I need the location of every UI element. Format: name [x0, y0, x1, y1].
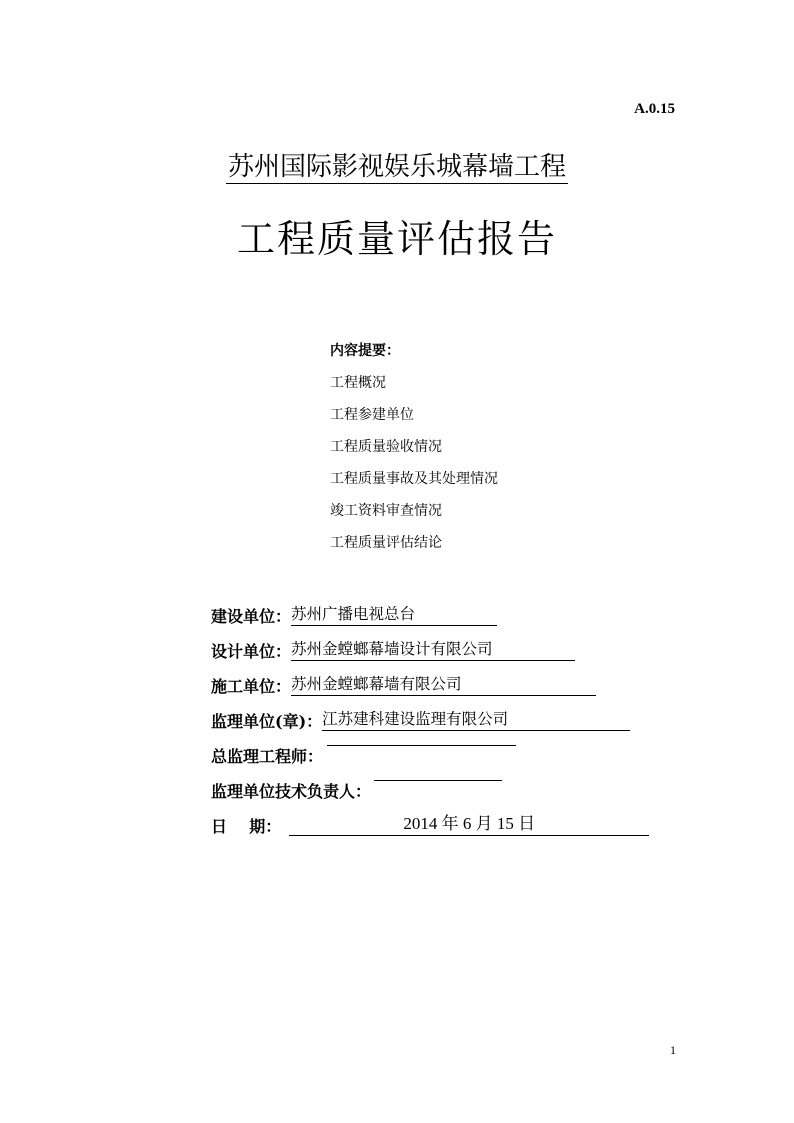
designer-row — [211, 639, 649, 674]
document-code: A.0.15 — [634, 101, 675, 117]
constructor-value: 苏州金螳螂幕墙有限公司 — [291, 674, 596, 696]
summary-item: 工程质量评估结论 — [330, 535, 442, 551]
chief-engineer-row — [211, 744, 649, 779]
builder-row — [211, 604, 649, 639]
constructor-row — [211, 674, 649, 709]
designer-value: 苏州金螳螂幕墙设计有限公司 — [291, 639, 575, 661]
summary-item: 工程质量验收情况 — [330, 439, 442, 455]
summary-item: 工程参建单位 — [330, 407, 414, 423]
summary-item: 工程质量事故及其处理情况 — [330, 471, 498, 487]
info-section — [211, 604, 649, 849]
date-label: 日 期： — [211, 817, 282, 836]
project-name — [0, 146, 794, 183]
summary-item: 工程概况 — [330, 375, 386, 391]
date-value: 2014 年 6 月 15 日 — [289, 814, 649, 836]
page-number: 1 — [670, 1043, 676, 1057]
summary-section — [330, 340, 498, 564]
summary-item: 竣工资料审查情况 — [330, 503, 442, 519]
chief-engineer-label: 总监理工程师： — [211, 747, 324, 766]
builder-label: 建设单位： — [211, 607, 292, 626]
summary-heading: 内容提要： — [330, 343, 400, 359]
chief-engineer-value — [327, 744, 516, 746]
constructor-label: 施工单位： — [211, 677, 292, 696]
tech-lead-label: 监理单位技术负责人： — [211, 782, 372, 801]
supervisor-row — [211, 709, 649, 744]
tech-lead-value — [374, 779, 502, 781]
date-row — [211, 814, 649, 849]
supervisor-value: 江苏建科建设监理有限公司 — [322, 709, 630, 731]
report-title: 工程质量评估报告 — [236, 217, 557, 261]
project-name-text: 苏州国际影视娱乐城幕墙工程 — [227, 152, 566, 182]
supervisor-label: 监理单位(章)： — [211, 712, 323, 731]
designer-label: 设计单位： — [211, 642, 292, 661]
builder-value: 苏州广播电视总台 — [291, 604, 497, 626]
tech-lead-row — [211, 779, 649, 814]
